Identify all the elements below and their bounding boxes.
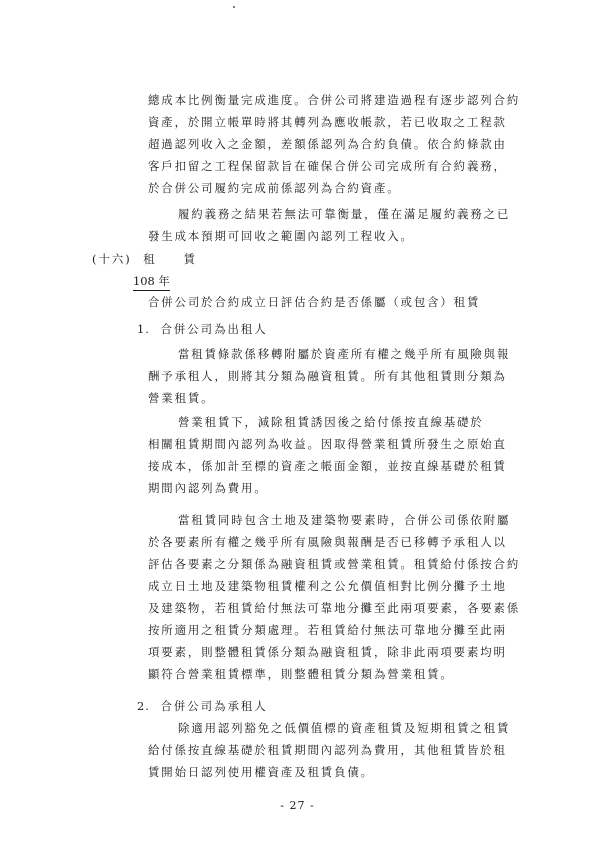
list-title: 合併公司為承租人 [160, 699, 268, 713]
text-line: 營業租賃。 [148, 391, 215, 405]
page-number: - 27 - [280, 799, 315, 812]
text-line: 及建築物，若租賃給付無法可靠地分攤至此兩項要素，各要素係 [148, 601, 521, 615]
text-line: 除適用認列豁免之低價值標的資產租賃及短期租賃之租賃 [178, 721, 511, 735]
section-number: (十六) [92, 252, 132, 266]
year-subheading: 108 年 [133, 273, 170, 291]
text-line: 項要素，則整體租賃係分類為融資租賃，除非此兩項要素均明 [148, 645, 507, 659]
list-title: 合併公司為出租人 [160, 322, 268, 336]
text-line: 接成本，係加計至標的資產之帳面金額，並按直線基礎於租賃 [148, 459, 507, 473]
text-line: 期間內認列為費用。 [148, 481, 268, 495]
scan-speck [233, 6, 235, 8]
list-number: 1. [137, 322, 150, 336]
paragraph-performance-obligation [148, 203, 510, 247]
paragraph-operating-lease [148, 411, 507, 499]
text-line: 酬予承租人，則將其分類為融資租賃。所有其他租賃則分類為 [148, 369, 507, 383]
text-line: 資產，於開立帳單時將其轉列為應收帳款，若已收取之工程款 [148, 115, 507, 129]
text-line: 於各要素所有權之幾乎所有風險與報酬是否已移轉予承租人以 [148, 535, 507, 549]
text-line: 於合併公司履約完成前係認列為合約資產。 [148, 181, 401, 195]
text-line: 按所適用之租賃分類處理。若租賃給付無法可靠地分攤至此兩 [148, 623, 507, 637]
text-line: 顯符合營業租賃標準，則整體租賃分類為營業租賃。 [148, 667, 454, 681]
text-line: 總成本比例衡量完成進度。合併公司將建造過程有逐步認列合約 [148, 93, 521, 107]
list-item-lessor [137, 320, 268, 338]
paragraph-construction-contract [148, 89, 520, 199]
text-line: 履約義務之結果若無法可靠衡量，僅在滿足履約義務之已 [178, 207, 511, 221]
text-line: 相關租賃期間內認列為收益。因取得營業租賃所發生之原始直 [148, 437, 507, 451]
text-line: 當租賃同時包含土地及建築物要素時，合併公司係依附屬 [178, 513, 511, 527]
text-line: 合併公司於合約成立日評估合約是否係屬（或包含）租賃 [148, 295, 481, 309]
paragraph-land-building [148, 509, 520, 685]
list-number: 2. [137, 699, 150, 713]
intro-line [148, 291, 480, 313]
list-item-lessee [137, 697, 268, 715]
text-line: 發生成本預期可回收之範圍內認列工程收入。 [148, 229, 414, 243]
paragraph-finance-lease [148, 343, 510, 409]
text-line: 客戶扣留之工程保留款旨在確保合併公司完成所有合約義務， [148, 159, 507, 173]
text-line: 賃開始日認列使用權資產及租賃負債。 [148, 765, 374, 779]
text-line: 評估各要素之分類係為融資租賃或營業租賃。租賃給付係按合約 [148, 557, 521, 571]
text-line: 當租賃條款係移轉附屬於資產所有權之幾乎所有風險與報 [178, 347, 511, 361]
text-line: 成立日土地及建築物租賃權利之公允價值相對比例分攤予土地 [148, 579, 507, 593]
text-line: 給付係按直線基礎於租賃期間內認列為費用，其他租賃皆於租 [148, 743, 507, 757]
text-line: 營業租賃下，減除租賃誘因後之給付係按直線基礎於 [178, 415, 484, 429]
paragraph-lessee [148, 717, 510, 783]
section-title: 租 賃 [143, 252, 197, 266]
section-heading [92, 250, 197, 268]
text-line: 超過認列收入之金額，差額係認列為合約負債。依合約條款由 [148, 137, 507, 151]
